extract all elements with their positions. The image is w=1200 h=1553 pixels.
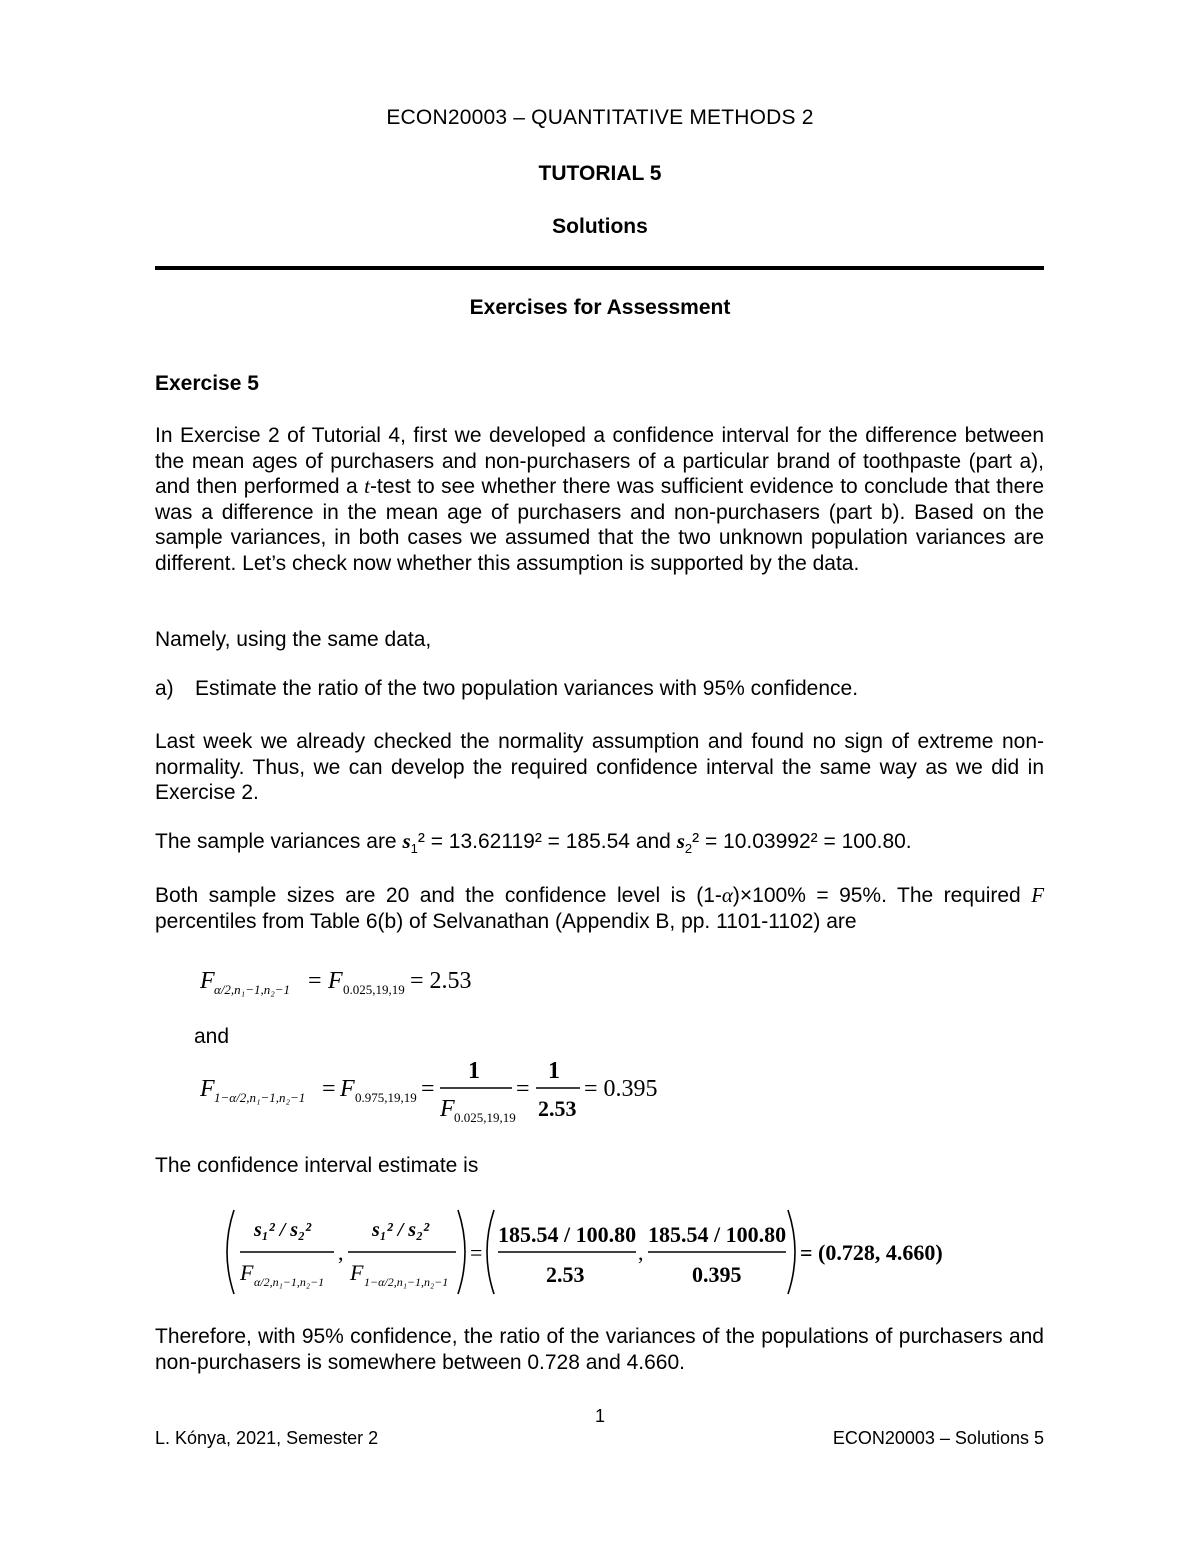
svg-text:s₁² / s₂²: s₁² / s₂² <box>254 1219 312 1241</box>
intro-paragraph: In Exercise 2 of Tutorial 4, first we developed a confidence interval for the difference between the mean ages of purchasers and non-purchasers of a particular brand of toothpaste (part a), and then performed a t-test to see whether there was sufficient evidence to conclude that there was a difference in the mean age of purchasers and non-purchasers (part b). Based on the sample variances, in both cases we assumed that the two unknown population variances are different. Let’s check now whether this assumption is supported by the data. <box>155 424 1044 575</box>
svg-text:F: F <box>440 1096 455 1122</box>
svg-text:185.54 / 100.80: 185.54 / 100.80 <box>498 1222 637 1247</box>
header-divider <box>155 266 1044 270</box>
svg-text:,: , <box>338 1240 344 1265</box>
svg-text:F: F <box>240 1260 254 1285</box>
svg-text:s₁² / s₂²: s₁² / s₂² <box>372 1219 430 1241</box>
sample-variances-paragraph: The sample variances are $s_1^2 = 13.62119^2 = 185.54$ and $s_2^2 = 10.03992^2 = 100.80$. <box>155 829 912 857</box>
svg-text:=: = <box>421 1076 435 1102</box>
svg-text:2.53: 2.53 <box>538 1096 577 1121</box>
svg-text:F: F <box>340 1076 355 1102</box>
svg-text:= 0.395: = 0.395 <box>584 1076 658 1102</box>
svg-text:= (0.728, 4.660): = (0.728, 4.660) <box>800 1240 943 1265</box>
subtitle: Solutions <box>552 215 648 238</box>
equation-confidence-interval <box>222 1206 982 1298</box>
svg-text:2.53: 2.53 <box>546 1262 585 1287</box>
svg-text:0.395: 0.395 <box>692 1262 742 1287</box>
svg-text:1−α/2,n₁−1,n₂−1: 1−α/2,n₁−1,n₂−1 <box>214 1090 306 1105</box>
svg-text:=: = <box>308 968 322 994</box>
equation-f-upper <box>200 960 500 1000</box>
course-title: ECON20003 – QUANTITATIVE METHODS 2 <box>386 106 814 129</box>
svg-text:1: 1 <box>468 1058 480 1084</box>
svg-text:0.025,19,19: 0.025,19,19 <box>343 982 405 997</box>
svg-text:=: = <box>470 1240 483 1265</box>
footer-author: L. Kónya, 2021, Semester 2 <box>155 1428 379 1448</box>
page-number: 1 <box>594 1406 605 1426</box>
normality-paragraph: Last week we already checked the normality assumption and found no sign of extreme non-normality. Thus, we can develop the required confidence interval the same way as we did in Exercise 2. <box>155 730 1044 805</box>
tutorial-title: TUTORIAL 5 <box>538 162 662 185</box>
exercise-title: Exercise 5 <box>155 372 259 395</box>
svg-text:0.975,19,19: 0.975,19,19 <box>355 1090 417 1105</box>
section-title: Exercises for Assessment <box>469 296 731 319</box>
conclusion-paragraph: Therefore, with 95% confidence, the ratio of the variances of the populations of purchasers and non-purchasers is somewhere between 0.728 and 4.660. <box>155 1325 1044 1374</box>
svg-text:185.54 / 100.80: 185.54 / 100.80 <box>648 1222 787 1247</box>
svg-text:1: 1 <box>548 1058 560 1084</box>
part-a-label: a) <box>155 677 174 700</box>
svg-text:=: = <box>516 1076 530 1102</box>
namely-paragraph: Namely, using the same data, <box>155 628 432 651</box>
part-a-question: a) Estimate the ratio of the two population variances with 95% confidence. <box>155 677 859 700</box>
svg-text:F: F <box>350 1260 364 1285</box>
svg-text:= 2.53: = 2.53 <box>410 968 472 994</box>
sample-sizes-paragraph: Both sample sizes are 20 and the confidence level is (1-α)×100% = 95%. The required F percentiles from Table 6(b) of Selvanathan (Appendix B, pp. 1101-1102) are <box>155 883 1045 933</box>
equation-f-lower <box>200 1052 680 1128</box>
svg-text:α/2,n₁−1,n₂−1: α/2,n₁−1,n₂−1 <box>254 1275 325 1289</box>
svg-text:F: F <box>200 1076 215 1102</box>
and-connector: and <box>194 1025 230 1048</box>
svg-text:F: F <box>200 968 215 994</box>
svg-text:F: F <box>328 968 343 994</box>
svg-text:0.025,19,19: 0.025,19,19 <box>454 1110 516 1125</box>
footer-document: ECON20003 – Solutions 5 <box>832 1428 1044 1448</box>
svg-text:=: = <box>322 1076 336 1102</box>
svg-text:α/2,n₁−1,n₂−1: α/2,n₁−1,n₂−1 <box>214 982 291 997</box>
ci-intro-text: The confidence interval estimate is <box>155 1154 479 1177</box>
svg-text:,: , <box>638 1240 644 1265</box>
svg-text:1−α/2,n₁−1,n₂−1: 1−α/2,n₁−1,n₂−1 <box>364 1275 449 1289</box>
